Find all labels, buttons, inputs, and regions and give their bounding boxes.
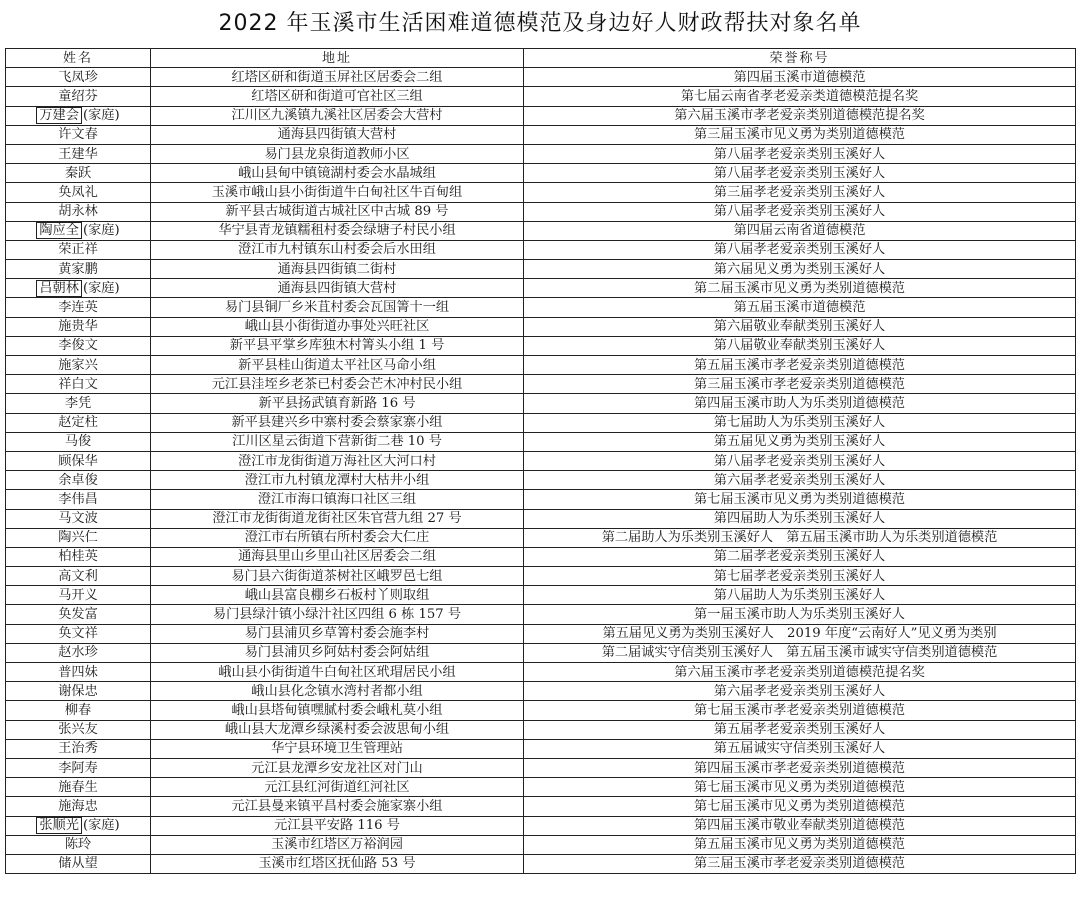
person-name: 李俊文 <box>58 338 98 354</box>
table-row <box>6 471 1076 490</box>
person-name: 吕朝林 <box>36 280 82 297</box>
table-row <box>6 394 1076 413</box>
address-cell: 通海县四街镇大营村 <box>151 279 524 298</box>
address-cell: 峨山县大龙潭乡绿溪村委会波思甸小组 <box>151 720 524 739</box>
name-cell <box>6 413 151 432</box>
address-cell: 新平县平掌乡库独木村箐头小组 1 号 <box>151 336 524 355</box>
address-cell: 易门县绿汁镇小绿汁社区四组 6 栋 157 号 <box>151 605 524 624</box>
table-row <box>6 624 1076 643</box>
name-cell <box>6 758 151 777</box>
table-row <box>6 202 1076 221</box>
address-cell: 澄江市海口镇海口社区三组 <box>151 490 524 509</box>
address-cell: 元江县龙潭乡安龙社区对门山 <box>151 758 524 777</box>
honor-cell: 第六届玉溪市孝老爱亲类别道德模范提名奖 <box>524 663 1076 682</box>
honor-cell: 第二届玉溪市见义勇为类别道德模范 <box>524 279 1076 298</box>
honor-cell: 第六届玉溪市孝老爱亲类别道德模范提名奖 <box>524 106 1076 125</box>
address-cell: 通海县里山乡里山社区居委会二组 <box>151 547 524 566</box>
address-cell: 元江县洼垤乡老茶已村委会芒木冲村民小组 <box>151 375 524 394</box>
honoree-table <box>5 48 1076 874</box>
honor-cell: 第一届玉溪市助人为乐类别玉溪好人 <box>524 605 1076 624</box>
name-cell <box>6 68 151 87</box>
honor-cell: 第三届孝老爱亲类别玉溪好人 <box>524 183 1076 202</box>
honor-cell: 第七届云南省孝老爱亲类道德模范提名奖 <box>524 87 1076 106</box>
address-cell: 新平县古城街道古城社区中古城 89 号 <box>151 202 524 221</box>
table-row <box>6 183 1076 202</box>
address-cell: 峨山县塔甸镇嘿腻村委会峨札莫小组 <box>151 701 524 720</box>
honor-cell: 第六届孝老爱亲类别玉溪好人 <box>524 471 1076 490</box>
honor-cell: 第七届助人为乐类别玉溪好人 <box>524 413 1076 432</box>
name-cell <box>6 471 151 490</box>
person-name: 李伟昌 <box>58 491 98 507</box>
honor-cell: 第八届孝老爱亲类别玉溪好人 <box>524 240 1076 259</box>
table-row <box>6 797 1076 816</box>
person-name: 奂发富 <box>58 607 98 623</box>
honor-cell: 第二届助人为乐类别玉溪好人 第五届玉溪市助人为乐类别道德模范 <box>524 528 1076 547</box>
person-name: 陶应全 <box>36 222 82 239</box>
table-header-row <box>6 49 1076 68</box>
honor-cell: 第八届孝老爱亲类别玉溪好人 <box>524 451 1076 470</box>
table-row <box>6 298 1076 317</box>
honor-cell: 第七届玉溪市见义勇为类别道德模范 <box>524 778 1076 797</box>
address-cell: 通海县四街镇大营村 <box>151 125 524 144</box>
name-cell <box>6 643 151 662</box>
name-cell <box>6 835 151 854</box>
person-name: 奂凤礼 <box>58 184 98 200</box>
table-row <box>6 240 1076 259</box>
table-row <box>6 835 1076 854</box>
address-cell: 华宁县环境卫生管理站 <box>151 739 524 758</box>
person-name: 施海忠 <box>58 798 98 814</box>
address-cell: 新平县建兴乡中寨村委会蔡家寨小组 <box>151 413 524 432</box>
address-cell: 玉溪市红塔区抚仙路 53 号 <box>151 854 524 873</box>
name-cell <box>6 528 151 547</box>
honor-cell: 第五届孝老爱亲类别玉溪好人 <box>524 720 1076 739</box>
honor-cell: 第八届孝老爱亲类别玉溪好人 <box>524 164 1076 183</box>
header-name: 姓名 <box>6 49 151 68</box>
address-cell: 澄江市右所镇右所村委会大仁庄 <box>151 528 524 547</box>
name-cell <box>6 586 151 605</box>
table-row <box>6 317 1076 336</box>
table-row <box>6 260 1076 279</box>
honor-cell: 第五届见义勇为类别玉溪好人 <box>524 432 1076 451</box>
honor-cell: 第六届敬业奉献类别玉溪好人 <box>524 317 1076 336</box>
name-cell <box>6 240 151 259</box>
person-name: 施春生 <box>58 779 98 795</box>
honor-cell: 第四届玉溪市孝老爱亲类别道德模范 <box>524 758 1076 777</box>
name-cell <box>6 739 151 758</box>
table-row <box>6 221 1076 240</box>
address-cell: 新平县扬武镇育新路 16 号 <box>151 394 524 413</box>
honor-cell: 第五届玉溪市道德模范 <box>524 298 1076 317</box>
honor-cell: 第四届云南省道德模范 <box>524 221 1076 240</box>
header-honor: 荣誉称号 <box>524 49 1076 68</box>
table-row <box>6 605 1076 624</box>
table-row <box>6 336 1076 355</box>
table-row <box>6 509 1076 528</box>
name-cell <box>6 298 151 317</box>
table-row <box>6 778 1076 797</box>
name-cell <box>6 778 151 797</box>
table-row <box>6 586 1076 605</box>
table-row <box>6 701 1076 720</box>
address-cell: 澄江市龙街街道万海社区大河口村 <box>151 451 524 470</box>
person-name: 柏桂英 <box>58 549 98 565</box>
table-row <box>6 125 1076 144</box>
honor-cell: 第五届玉溪市见义勇为类别道德模范 <box>524 835 1076 854</box>
person-name: 马俊 <box>64 434 92 450</box>
table-row <box>6 68 1076 87</box>
address-cell: 元江县曼来镇平昌村委会施家寨小组 <box>151 797 524 816</box>
person-name: 胡永林 <box>58 204 98 220</box>
name-cell <box>6 375 151 394</box>
table-row <box>6 490 1076 509</box>
name-cell <box>6 356 151 375</box>
address-cell: 澄江市九村镇龙潭村大枯井小组 <box>151 471 524 490</box>
table-row <box>6 854 1076 873</box>
address-cell: 江川区九溪镇九溪社区居委会大营村 <box>151 106 524 125</box>
honor-cell: 第二届孝老爱亲类别玉溪好人 <box>524 547 1076 566</box>
family-tag: (家庭) <box>82 280 120 296</box>
person-name: 顾保华 <box>58 453 98 469</box>
address-cell: 峨山县小街街道牛白甸社区玳瑁居民小组 <box>151 663 524 682</box>
table-row <box>6 720 1076 739</box>
table-row <box>6 643 1076 662</box>
person-name: 施家兴 <box>58 357 98 373</box>
address-cell: 通海县四街镇二街村 <box>151 260 524 279</box>
name-cell <box>6 567 151 586</box>
honor-cell: 第八届孝老爱亲类别玉溪好人 <box>524 202 1076 221</box>
name-cell <box>6 605 151 624</box>
table-row <box>6 547 1076 566</box>
address-cell: 峨山县化念镇水湾村者都小组 <box>151 682 524 701</box>
address-cell: 江川区星云街道下营新街二巷 10 号 <box>151 432 524 451</box>
table-row <box>6 356 1076 375</box>
person-name: 万建会 <box>36 107 82 124</box>
person-name: 谢保忠 <box>58 683 98 699</box>
name-cell <box>6 279 151 298</box>
person-name: 奂文祥 <box>58 626 98 642</box>
address-cell: 峨山县富良棚乡石板村丫则取组 <box>151 586 524 605</box>
person-name: 飞凤珍 <box>58 69 98 85</box>
person-name: 余卓俊 <box>58 472 98 488</box>
honor-cell: 第八届孝老爱亲类别玉溪好人 <box>524 144 1076 163</box>
person-name: 张兴友 <box>58 722 98 738</box>
address-cell: 易门县浦贝乡阿姑村委会阿姑组 <box>151 643 524 662</box>
person-name: 赵定柱 <box>58 415 98 431</box>
person-name: 李阿寿 <box>58 760 98 776</box>
honor-cell: 第八届助人为乐类别玉溪好人 <box>524 586 1076 605</box>
header-address: 地址 <box>151 49 524 68</box>
honor-cell: 第二届诚实守信类别玉溪好人 第五届玉溪市诚实守信类别道德模范 <box>524 643 1076 662</box>
honor-cell: 第四届玉溪市助人为乐类别道德模范 <box>524 394 1076 413</box>
name-cell <box>6 432 151 451</box>
person-name: 普四妹 <box>58 664 98 680</box>
name-cell <box>6 125 151 144</box>
person-name: 王建华 <box>58 146 98 162</box>
person-name: 马文波 <box>58 511 98 527</box>
table-row <box>6 816 1076 835</box>
person-name: 许文春 <box>58 127 98 143</box>
table-row <box>6 87 1076 106</box>
table-row <box>6 144 1076 163</box>
table-row <box>6 432 1076 451</box>
person-name: 王治秀 <box>58 741 98 757</box>
name-cell <box>6 106 151 125</box>
table-body <box>6 68 1076 874</box>
table-row <box>6 758 1076 777</box>
table-row <box>6 375 1076 394</box>
name-cell <box>6 202 151 221</box>
table-row <box>6 528 1076 547</box>
honor-cell: 第七届孝老爱亲类别玉溪好人 <box>524 567 1076 586</box>
name-cell <box>6 682 151 701</box>
honor-cell: 第六届见义勇为类别玉溪好人 <box>524 260 1076 279</box>
name-cell <box>6 816 151 835</box>
name-cell <box>6 720 151 739</box>
address-cell: 易门县浦贝乡草箐村委会施李村 <box>151 624 524 643</box>
family-tag: (家庭) <box>82 223 120 239</box>
name-cell <box>6 509 151 528</box>
honor-cell: 第三届玉溪市孝老爱亲类别道德模范 <box>524 854 1076 873</box>
person-name: 柳春 <box>64 702 92 718</box>
person-name: 李凭 <box>64 395 92 411</box>
table-row <box>6 739 1076 758</box>
address-cell: 澄江市九村镇东山村委会后水田组 <box>151 240 524 259</box>
name-cell <box>6 317 151 336</box>
honor-cell: 第四届助人为乐类别玉溪好人 <box>524 509 1076 528</box>
document-title: 2022 年玉溪市生活困难道德模范及身边好人财政帮扶对象名单 <box>218 11 862 36</box>
address-cell: 峨山县小街街道办事处兴旺社区 <box>151 317 524 336</box>
address-cell: 澄江市龙街街道龙街社区朱官营九组 27 号 <box>151 509 524 528</box>
address-cell: 峨山县甸中镇镜湖村委会水晶城组 <box>151 164 524 183</box>
table-row <box>6 451 1076 470</box>
person-name: 陈玲 <box>64 837 92 853</box>
address-cell: 元江县平安路 116 号 <box>151 816 524 835</box>
address-cell: 易门县铜厂乡米苴村委会瓦国箐十一组 <box>151 298 524 317</box>
name-cell <box>6 701 151 720</box>
family-tag: (家庭) <box>82 818 120 834</box>
person-name: 马开义 <box>58 587 98 603</box>
honor-cell: 第三届玉溪市见义勇为类别道德模范 <box>524 125 1076 144</box>
address-cell: 华宁县青龙镇糯租村委会绿塘子村民小组 <box>151 221 524 240</box>
address-cell: 玉溪市红塔区万裕润园 <box>151 835 524 854</box>
person-name: 张顺光 <box>36 817 82 834</box>
table-row <box>6 106 1076 125</box>
address-cell: 元江县红河街道红河社区 <box>151 778 524 797</box>
name-cell <box>6 854 151 873</box>
person-name: 施贵华 <box>58 319 98 335</box>
honor-cell: 第四届玉溪市敬业奉献类别道德模范 <box>524 816 1076 835</box>
name-cell <box>6 394 151 413</box>
honor-cell: 第七届玉溪市孝老爱亲类别道德模范 <box>524 701 1076 720</box>
person-name: 李连英 <box>58 300 98 316</box>
person-name: 高文利 <box>58 568 98 584</box>
person-name: 陶兴仁 <box>58 530 98 546</box>
honor-cell: 第五届玉溪市孝老爱亲类别道德模范 <box>524 356 1076 375</box>
honor-cell: 第五届见义勇为类别玉溪好人 2019 年度“云南好人”见义勇为类别 <box>524 624 1076 643</box>
person-name: 黄家鹏 <box>58 261 98 277</box>
table-row <box>6 164 1076 183</box>
name-cell <box>6 183 151 202</box>
honor-cell: 第五届诚实守信类别玉溪好人 <box>524 739 1076 758</box>
address-cell: 玉溪市峨山县小街街道牛白甸社区牛百甸组 <box>151 183 524 202</box>
name-cell <box>6 87 151 106</box>
honor-cell: 第七届玉溪市见义勇为类别道德模范 <box>524 490 1076 509</box>
person-name: 储从望 <box>58 856 98 872</box>
name-cell <box>6 663 151 682</box>
honor-cell: 第三届玉溪市孝老爱亲类别道德模范 <box>524 375 1076 394</box>
name-cell <box>6 221 151 240</box>
person-name: 赵水珍 <box>58 645 98 661</box>
name-cell <box>6 451 151 470</box>
name-cell <box>6 797 151 816</box>
table-row <box>6 279 1076 298</box>
name-cell <box>6 164 151 183</box>
address-cell: 易门县六街街道茶树社区峨罗邑七组 <box>151 567 524 586</box>
table-row <box>6 663 1076 682</box>
name-cell <box>6 260 151 279</box>
honor-cell: 第四届玉溪市道德模范 <box>524 68 1076 87</box>
person-name: 秦跃 <box>64 165 92 181</box>
name-cell <box>6 624 151 643</box>
honor-cell: 第七届玉溪市见义勇为类别道德模范 <box>524 797 1076 816</box>
honor-cell: 第六届孝老爱亲类别玉溪好人 <box>524 682 1076 701</box>
name-cell <box>6 490 151 509</box>
address-cell: 红塔区研和街道可官社区三组 <box>151 87 524 106</box>
name-cell <box>6 547 151 566</box>
address-cell: 易门县龙泉街道教师小区 <box>151 144 524 163</box>
person-name: 荣正祥 <box>58 242 98 258</box>
table-row <box>6 682 1076 701</box>
address-cell: 红塔区研和街道玉屏社区居委会二组 <box>151 68 524 87</box>
table-row <box>6 413 1076 432</box>
name-cell <box>6 144 151 163</box>
address-cell: 新平县桂山街道太平社区马命小组 <box>151 356 524 375</box>
honor-cell: 第八届敬业奉献类别玉溪好人 <box>524 336 1076 355</box>
person-name: 童绍芬 <box>58 88 98 104</box>
person-name: 祥白文 <box>58 376 98 392</box>
table-row <box>6 567 1076 586</box>
family-tag: (家庭) <box>82 108 120 124</box>
name-cell <box>6 336 151 355</box>
